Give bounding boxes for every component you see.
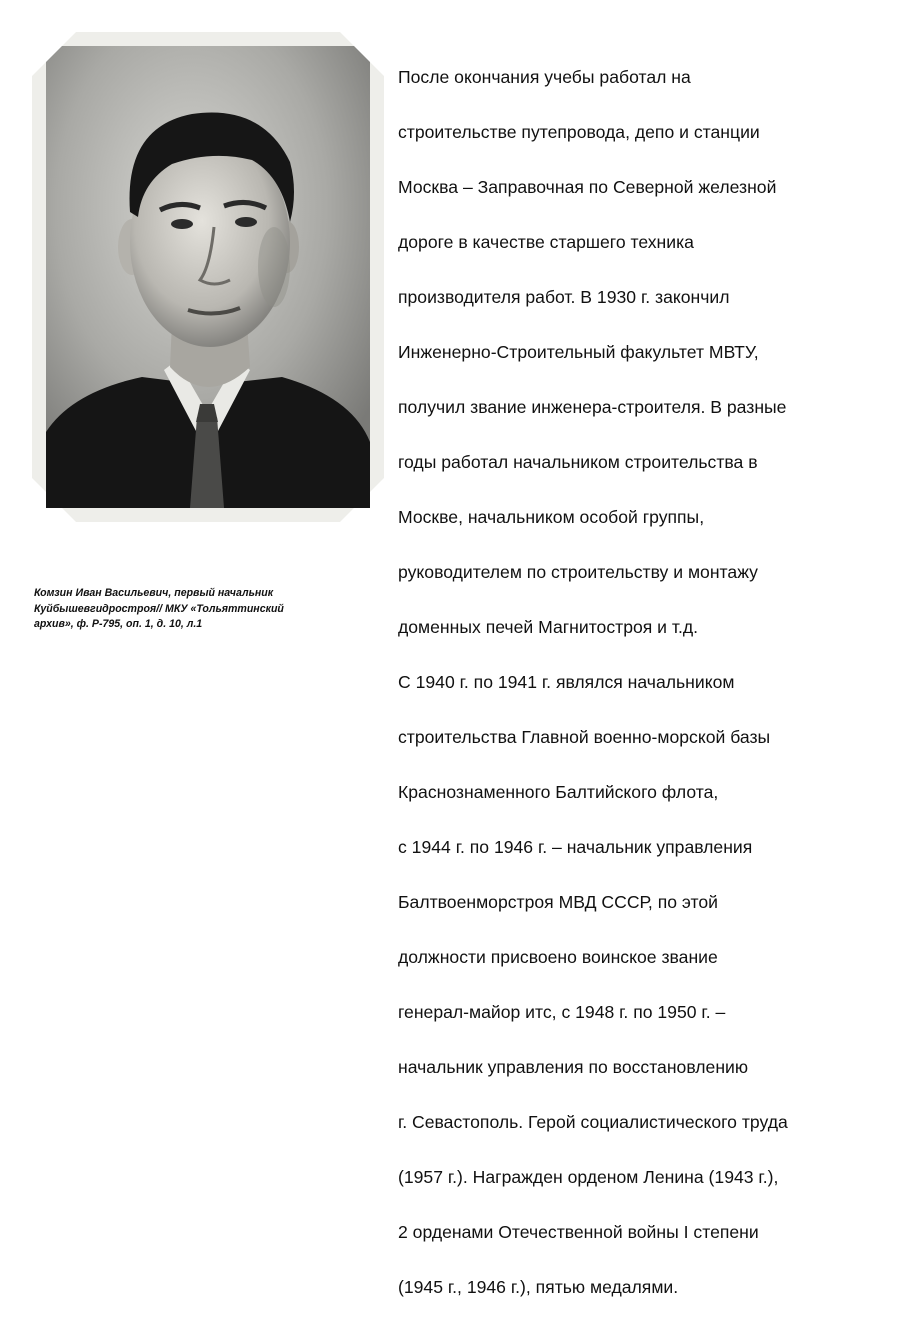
bio-line: г. Севастополь. Герой социалистического труда [398,1111,788,1132]
biography-text [398,36,888,1329]
bio-line: Краснознаменного Балтийского флота, [398,781,719,802]
bio-line: производителя работ. В 1930 г. закончил [398,286,730,307]
photo-caption: Комзин Иван Васильевич, первый начальник Куйбышевгидростроя// МКУ «Тольяттинский архив», ф. Р-795, оп. 1, д. 10, л.1 [34,587,284,630]
bio-line: годы работал начальником строительства в [398,451,758,472]
portrait-icon [32,32,384,522]
bio-line: дороге в качестве старшего техника [398,231,694,252]
bio-line: руководителем по строительству и монтажу [398,561,758,582]
bio-line: начальник управления по восстановлению [398,1056,749,1077]
bio-line: С 1940 г. по 1941 г. являлся начальником [398,671,735,692]
bio-line: Балтвоенморстроя МВД СССР, по этой [398,891,718,912]
bio-line: доменных печей Магнитостроя и т.д. [398,616,699,637]
bio-line: строительства Главной военно-морской базы [398,726,771,747]
bio-line: (1945 г., 1946 г.), пятью медалями. [398,1276,679,1297]
bio-line: После окончания учебы работал на [398,66,691,87]
portrait-photo [32,32,384,522]
bio-line: 2 орденами Отечественной войны I степени [398,1221,759,1242]
bio-line: Инженерно-Строительный факультет МВТУ, [398,341,759,362]
bio-line: генерал-майор итс, с 1948 г. по 1950 г. – [398,1001,726,1022]
bio-line: с 1944 г. по 1946 г. – начальник управления [398,836,753,857]
bio-line: получил звание инженера-строителя. В разные [398,396,787,417]
bio-line: Москве, начальником особой группы, [398,506,705,527]
bio-line: Москва – Заправочная по Северной железной [398,176,777,197]
bio-line: должности присвоено воинское звание [398,946,718,967]
bio-line: (1957 г.). Награжден орденом Ленина (1943 г.), [398,1166,779,1187]
bio-line: строительстве путепровода, депо и станции [398,121,760,142]
